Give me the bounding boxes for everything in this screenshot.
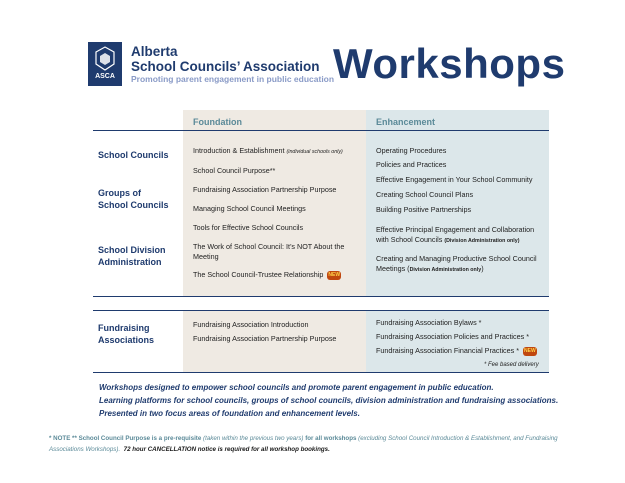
workshop-item: Creating School Council Plans	[376, 190, 474, 199]
page-title: Workshops	[333, 40, 566, 87]
workshop-item: Fundraising Association Introduction	[193, 320, 309, 329]
new-badge-text: NEW	[328, 271, 341, 278]
fee-note: * Fee based delivery	[484, 362, 539, 368]
row-label-line: Fundraising	[98, 323, 150, 333]
workshop-title: The School Council-Trustee Relationship	[193, 270, 324, 279]
workshop-item	[376, 254, 537, 275]
workshop-item	[376, 346, 537, 356]
workshop-title: Fundraising Association Financial Practices *	[376, 346, 520, 355]
asca-logo	[88, 42, 122, 86]
org-name-line1: Alberta	[131, 44, 178, 59]
workshop-item: Fundraising Association Partnership Purpose	[193, 185, 337, 194]
row-label-line: School Councils	[98, 200, 169, 210]
workshop-item: Policies and Practices	[376, 160, 447, 169]
prerequisite-note	[49, 434, 589, 455]
divider	[93, 372, 549, 373]
workshop-title: Meetings (	[376, 264, 410, 273]
workshop-item: Effective Engagement in Your School Community	[376, 175, 533, 184]
logo-text: ASCA	[95, 73, 115, 80]
workshop-note: (individual schools only)	[286, 149, 343, 155]
workshop-item: Building Positive Partnerships	[376, 205, 472, 214]
row-label-line: School Division	[98, 245, 166, 255]
cancellation-notice: 72 hour CANCELLATION notice is required for all workshop bookings.	[123, 445, 330, 453]
divider	[93, 310, 549, 311]
workshop-item: Fundraising Association Partnership Purpose	[193, 334, 337, 343]
workshop-note: (Division Administration only)	[444, 238, 520, 244]
row-label-school-councils: School Councils	[98, 150, 169, 160]
workshop-note: Division Administration only	[409, 267, 482, 273]
row-label-division	[98, 244, 166, 268]
workshop-title-line	[376, 235, 534, 246]
workshop-title-line	[376, 264, 537, 275]
enhancement-column-header: Enhancement	[376, 117, 436, 127]
note-text: * NOTE ** School Council Purpose is a pre-requisite	[49, 435, 202, 442]
workshop-title-line: Meeting	[193, 252, 219, 261]
workshop-item	[193, 242, 344, 262]
new-badge	[327, 271, 341, 280]
workshop-title: Introduction & Establishment	[193, 146, 285, 155]
summary-line: Learning platforms for school councils, groups of school councils, division administration and fundraising associations.	[99, 396, 559, 405]
row-label-fundraising	[98, 322, 154, 346]
row-label-groups	[98, 187, 169, 211]
divider	[93, 296, 549, 297]
workshop-item: Operating Procedures	[376, 146, 447, 155]
foundation-column-top	[183, 110, 366, 296]
row-label-line: Groups of	[98, 188, 141, 198]
workshop-item: Fundraising Association Bylaws *	[376, 318, 482, 327]
summary-line: Presented in two focus areas of foundation and enhancement levels.	[99, 409, 360, 418]
org-name-line2: School Councils’ Association	[131, 59, 320, 74]
note-text: for all workshops	[303, 435, 359, 442]
workshop-title-line: Creating and Managing Productive School Council	[376, 254, 537, 263]
workshop-title: )	[481, 264, 484, 273]
divider	[93, 130, 549, 131]
organization-tagline: Promoting parent engagement in public education	[131, 74, 335, 84]
workshop-item	[376, 225, 534, 246]
note-text: (taken within the previous two years)	[201, 435, 304, 442]
workshop-title: with School Councils	[376, 235, 445, 244]
row-label-line: Associations	[98, 335, 155, 345]
workshop-item	[193, 270, 341, 280]
row-label-line: Administration	[98, 257, 162, 267]
workshop-item: Fundraising Association Policies and Practices *	[376, 332, 530, 341]
workshop-title-line: The Work of School Council: It’s NOT About the	[193, 242, 345, 251]
workshop-item	[193, 146, 343, 157]
note-text: (excluding School Council Introduction & Establishment, and Fundraising Associations Workshops).	[49, 435, 558, 453]
summary-line: Workshops designed to empower school councils and promote parent engagement in public education.	[99, 383, 494, 392]
workshop-item: Tools for Effective School Councils	[193, 223, 304, 232]
summary	[99, 381, 558, 420]
workshop-title-line: Effective Principal Engagement and Collaboration	[376, 225, 535, 234]
organization-name	[131, 44, 320, 74]
workshop-item: Managing School Council Meetings	[193, 204, 306, 213]
new-badge-text: NEW	[524, 347, 536, 354]
foundation-column-header: Foundation	[193, 117, 242, 127]
workshop-item: School Council Purpose**	[193, 166, 276, 175]
new-badge	[523, 347, 537, 356]
